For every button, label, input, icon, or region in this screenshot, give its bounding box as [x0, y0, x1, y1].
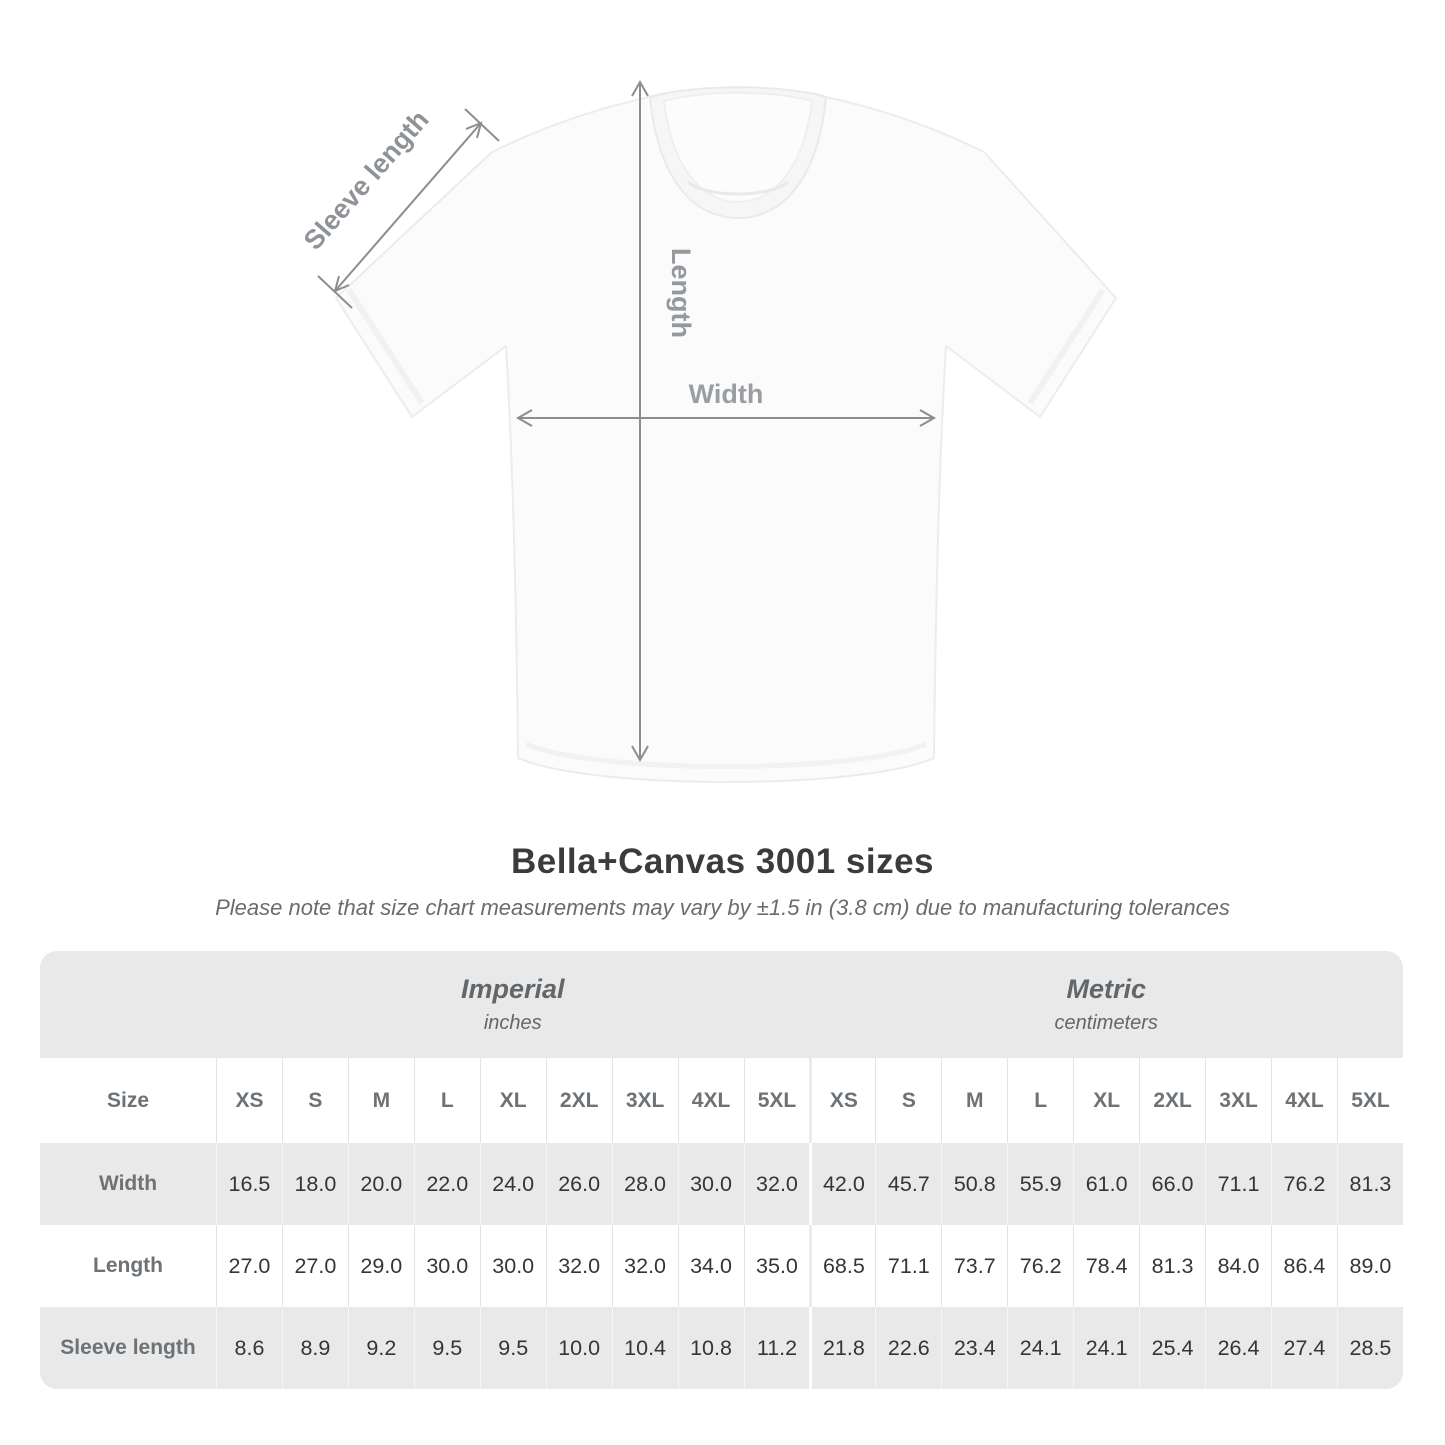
length-label: Length	[666, 248, 696, 338]
measurement-value-cell: 8.9	[282, 1307, 348, 1389]
unit-band-row	[40, 951, 1403, 1058]
measurement-value-cell: 61.0	[1073, 1143, 1139, 1225]
size-column-label: M	[941, 1058, 1007, 1143]
row-header: Length	[40, 1225, 216, 1307]
size-column-label: XS	[216, 1058, 282, 1143]
tshirt-shape	[336, 87, 1116, 782]
measurement-value-cell: 10.4	[612, 1307, 678, 1389]
measurement-value-cell: 28.5	[1337, 1307, 1403, 1389]
measurement-value-cell: 27.0	[282, 1225, 348, 1307]
metric-unit-label: centimeters	[1054, 1012, 1158, 1034]
measurement-value-cell: 22.6	[875, 1307, 941, 1389]
row-header: Sleeve length	[40, 1307, 216, 1389]
measurement-value-cell: 27.4	[1271, 1307, 1337, 1389]
size-chart-table	[40, 951, 1403, 1389]
measurement-value-cell: 11.2	[744, 1307, 810, 1389]
measurement-value-cell: 22.0	[414, 1143, 480, 1225]
measurement-value-cell: 24.0	[480, 1143, 546, 1225]
table-row	[40, 1143, 1403, 1225]
measurement-value-cell: 89.0	[1337, 1225, 1403, 1307]
row-header: Width	[40, 1143, 216, 1225]
size-column-label: M	[348, 1058, 414, 1143]
imperial-label: Imperial	[460, 974, 565, 1004]
measurement-value-cell: 10.0	[546, 1307, 612, 1389]
size-column-label: XL	[1073, 1058, 1139, 1143]
measurement-value-cell: 28.0	[612, 1143, 678, 1225]
measurement-value-cell: 35.0	[744, 1225, 810, 1307]
measurement-value-cell: 9.2	[348, 1307, 414, 1389]
measurement-value-cell: 73.7	[941, 1225, 1007, 1307]
measurement-value-cell: 81.3	[1337, 1143, 1403, 1225]
size-column-label: XL	[480, 1058, 546, 1143]
caption-block	[0, 842, 1445, 921]
size-column-label: 3XL	[1205, 1058, 1271, 1143]
measurement-value-cell: 30.0	[414, 1225, 480, 1307]
measurement-value-cell: 50.8	[941, 1143, 1007, 1225]
measurement-value-cell: 32.0	[612, 1225, 678, 1307]
metric-label: Metric	[1066, 974, 1146, 1004]
measurement-value-cell: 29.0	[348, 1225, 414, 1307]
measurement-value-cell: 84.0	[1205, 1225, 1271, 1307]
measurement-value-cell: 26.4	[1205, 1307, 1271, 1389]
size-column-label: 4XL	[1271, 1058, 1337, 1143]
band-spacer	[40, 951, 216, 1058]
size-column-label: S	[282, 1058, 348, 1143]
measurement-value-cell: 30.0	[480, 1225, 546, 1307]
measurement-value-cell: 24.1	[1007, 1307, 1073, 1389]
imperial-section-header	[216, 951, 809, 1058]
table-row	[40, 1225, 1403, 1307]
measurement-value-cell: 81.3	[1139, 1225, 1205, 1307]
measurement-value-cell: 9.5	[414, 1307, 480, 1389]
measurement-value-cell: 34.0	[678, 1225, 744, 1307]
measurement-value-cell: 45.7	[875, 1143, 941, 1225]
size-column-label: 5XL	[1337, 1058, 1403, 1143]
measurement-value-cell: 16.5	[216, 1143, 282, 1225]
measurement-value-cell: 24.1	[1073, 1307, 1139, 1389]
measurement-value-cell: 42.0	[809, 1143, 875, 1225]
size-column-label: L	[1007, 1058, 1073, 1143]
measurement-value-cell: 55.9	[1007, 1143, 1073, 1225]
measurement-value-cell: 26.0	[546, 1143, 612, 1225]
measurement-value-cell: 71.1	[1205, 1143, 1271, 1225]
size-column-label: L	[414, 1058, 480, 1143]
measurement-value-cell: 66.0	[1139, 1143, 1205, 1225]
size-column-label: XS	[809, 1058, 875, 1143]
measurement-value-cell: 9.5	[480, 1307, 546, 1389]
measurement-value-cell: 32.0	[744, 1143, 810, 1225]
measurement-value-cell: 18.0	[282, 1143, 348, 1225]
imperial-unit-label: inches	[483, 1012, 542, 1034]
width-label: Width	[688, 379, 764, 409]
size-column-label: 2XL	[1139, 1058, 1205, 1143]
measurement-value-cell: 8.6	[216, 1307, 282, 1389]
size-header-row	[40, 1058, 1403, 1143]
size-column-label: 4XL	[678, 1058, 744, 1143]
measurement-value-cell: 76.2	[1271, 1143, 1337, 1225]
measurement-value-cell: 32.0	[546, 1225, 612, 1307]
size-column-header: Size	[40, 1058, 216, 1143]
measurement-value-cell: 78.4	[1073, 1225, 1139, 1307]
measurement-value-cell: 71.1	[875, 1225, 941, 1307]
measurement-value-cell: 21.8	[809, 1307, 875, 1389]
measurement-value-cell: 10.8	[678, 1307, 744, 1389]
measurement-value-cell: 68.5	[809, 1225, 875, 1307]
measurement-value-cell: 25.4	[1139, 1307, 1205, 1389]
size-column-label: 5XL	[744, 1058, 810, 1143]
table-row	[40, 1307, 1403, 1389]
size-column-label: 2XL	[546, 1058, 612, 1143]
measurement-value-cell: 20.0	[348, 1143, 414, 1225]
page-title: Bella+Canvas 3001 sizes	[510, 842, 935, 881]
size-column-label: S	[875, 1058, 941, 1143]
tolerance-note: Please note that size chart measurements may vary by ±1.5 in (3.8 cm) due to manufacturing tolerances	[215, 895, 1230, 920]
metric-section-header	[809, 951, 1403, 1058]
measurement-value-cell: 86.4	[1271, 1225, 1337, 1307]
measurement-value-cell: 23.4	[941, 1307, 1007, 1389]
size-column-label: 3XL	[612, 1058, 678, 1143]
measurement-value-cell: 30.0	[678, 1143, 744, 1225]
sleeve-length-label: Sleeve length	[297, 104, 435, 256]
measurement-value-cell: 27.0	[216, 1225, 282, 1307]
measurement-value-cell: 76.2	[1007, 1225, 1073, 1307]
